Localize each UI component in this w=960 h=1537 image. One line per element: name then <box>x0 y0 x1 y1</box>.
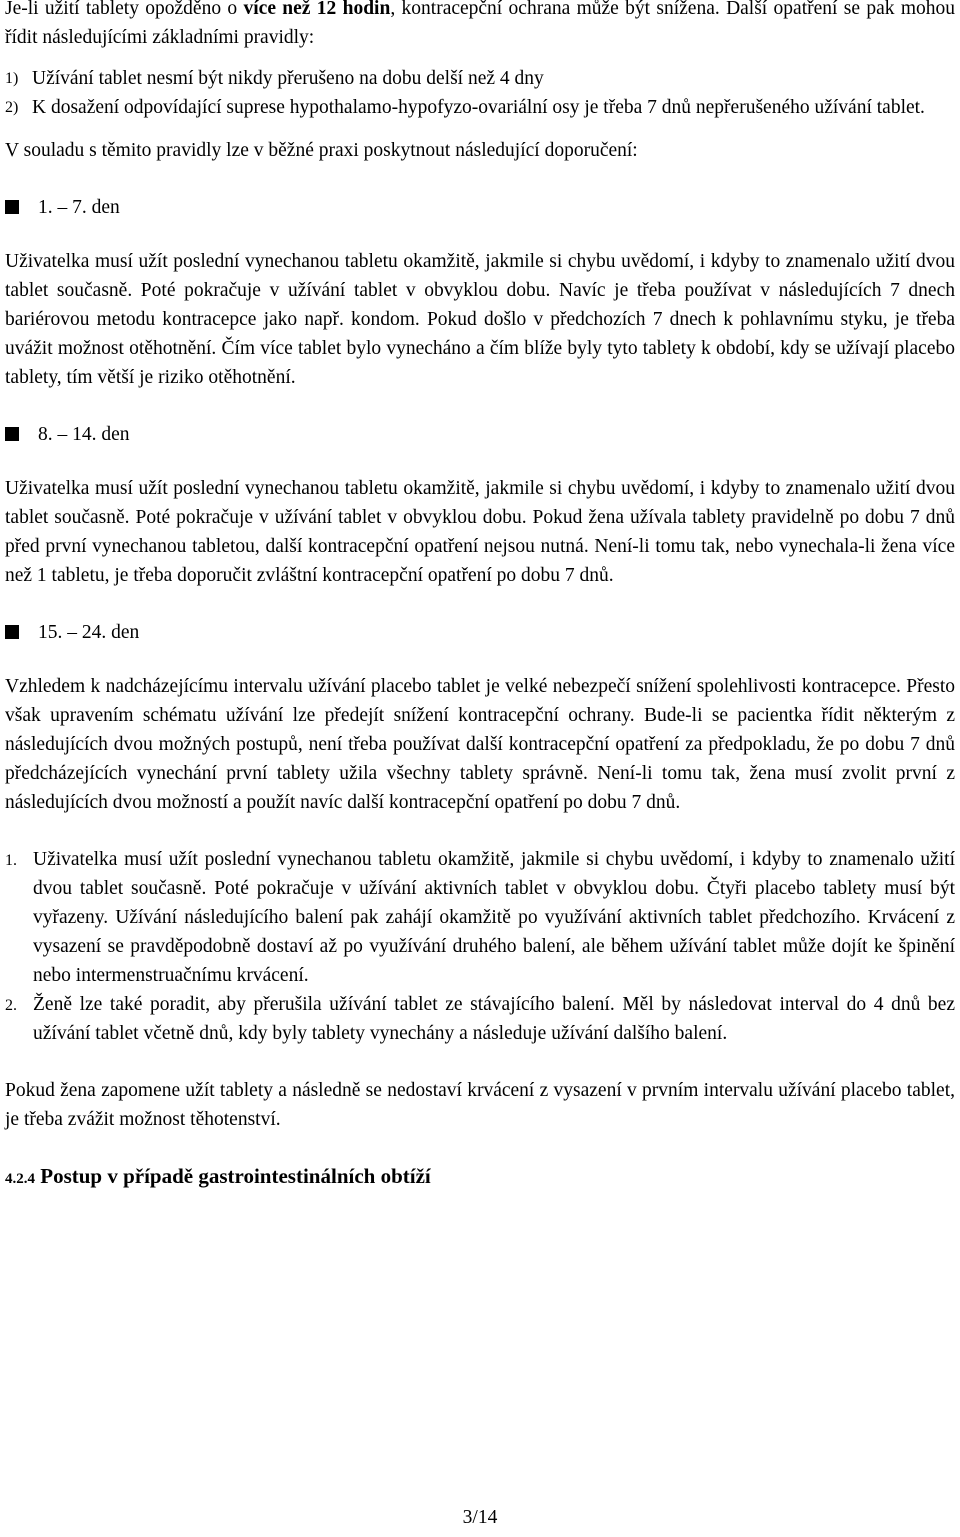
square-bullet-icon <box>5 200 19 214</box>
list-text: Užívání tablet nesmí být nikdy přerušeno na dobu delší než 4 dny <box>32 68 544 89</box>
list-number: 2) <box>5 99 19 116</box>
list-item <box>5 93 955 122</box>
closing-paragraph: Pokud žena zapomene užít tablety a následně se nedostaví krvácení z vysazení v prvním intervalu užívání placebo tablet, je třeba zvážit možnost těhotenství. <box>5 1080 955 1130</box>
list-text: Uživatelka musí užít poslední vynechanou tabletu okamžitě, jakmile si chybu uvědomí, i kdyby to znamenalo užití dvou tablet současně. Poté pokračuje v užívání aktivních tablet v obvyklou dobu. Čtyři placebo tablety musí být vyřazeny. Užívání následujícího balení pak zahájí okamžitě po využívání aktivních tablet předchozího. Krvácení z vysazení se pravděpodobně dostaví až po využívání druhého balení, ale během užívání tablet může dojít ke špinění nebo intermenstruačnímu krvácení. <box>33 849 955 986</box>
section-paragraph-2: Uživatelka musí užít poslední vynechanou tabletu okamžitě, jakmile si chybu uvědomí, i kdyby to znamenalo užití dvou tablet současně. Poté pokračuje v užívání tablet v obvyklou dobu. Pokud žena užívala tablety pravidelně po dobu 7 dnů před první vynechanou tabletou, další kontracepční opatření nejsou nutná. Není-li tomu tak, nebo vynechala-li žena více než 1 tabletu, je třeba doporučit zvláštní kontracepční opatření po dobu 7 dnů. <box>5 478 955 586</box>
list-item <box>5 990 955 1048</box>
rule-list <box>5 64 955 122</box>
list-number: 2. <box>5 997 17 1014</box>
square-bullet-icon <box>5 427 19 441</box>
section-label-3: 15. – 24. den <box>5 618 955 647</box>
list-number: 1. <box>5 852 17 869</box>
page-number: 3/14 <box>462 1507 498 1528</box>
heading-number: 4.2.4 <box>5 1171 35 1187</box>
square-bullet-icon <box>5 625 19 639</box>
list-item <box>5 64 955 93</box>
intro-paragraph: Je-li užití tablety opožděno o více než 12 hodin, kontracepční ochrana může být snížena. Další opatření se pak mohou řídit následujícími základními pravidly: <box>5 0 955 48</box>
section-heading <box>5 1162 955 1194</box>
section-paragraph-1: Uživatelka musí užít poslední vynechanou tabletu okamžitě, jakmile si chybu uvědomí, i kdyby to znamenalo užití dvou tablet současně. Poté pokračuje v užívání tablet v obvyklou dobu. Navíc je třeba používat v následujících 7 dnech bariérovou metodu kontracepce jako např. kondom. Pokud došlo v předchozích 7 dnech k pohlavnímu styku, je třeba uvážit možnost otěhotnění. Čím více tablet bylo vynecháno a čím blíže byly tyto tablety k období, kdy se užívají placebo tablety, tím větší je riziko otěhotnění. <box>5 251 955 388</box>
page-footer <box>0 1506 960 1530</box>
section-paragraph-3: Vzhledem k nadcházejícímu intervalu užívání placebo tablet je velké nebezpečí snížení spolehlivosti kontracepce. Přesto však upravením schématu užívání lze předejít snížení kontracepční ochrany. Bude-li se pacientka řídit některým z následujících dvou možných postupů, není třeba používat další kontracepční opatření za předpokladu, že po dobu 7 dnů předcházejících vynechání první tablety užila všechny tablety správně. Není-li tomu tak, žena musí zvolit první z následujících dvou možností a použít navíc další kontracepční opatření po dobu 7 dnů. <box>5 676 955 813</box>
section-label-1: 1. – 7. den <box>5 193 955 222</box>
list-item <box>5 845 955 990</box>
section-label-2: 8. – 14. den <box>5 420 955 449</box>
list-number: 1) <box>5 70 19 87</box>
list-text: K dosažení odpovídající suprese hypothalamo-hypofyzo-ovariální osy je třeba 7 dnů nepřerušeného užívání tablet. <box>32 97 925 118</box>
list-text: Ženě lze také poradit, aby přerušila užívání tablet ze stávajícího balení. Měl by následovat interval do 4 dnů bez užívání tablet včetně dnů, kdy byly tablety vynechány a následuje užívání dalšího balení. <box>33 994 955 1044</box>
intro-emphasis: více než 12 hodin <box>243 0 391 19</box>
heading-title: Postup v případě gastrointestinálních obtíží <box>40 1164 431 1188</box>
lead-paragraph: V souladu s těmito pravidly lze v běžné praxi poskytnout následující doporučení: <box>5 140 638 161</box>
option-list <box>5 845 955 1048</box>
